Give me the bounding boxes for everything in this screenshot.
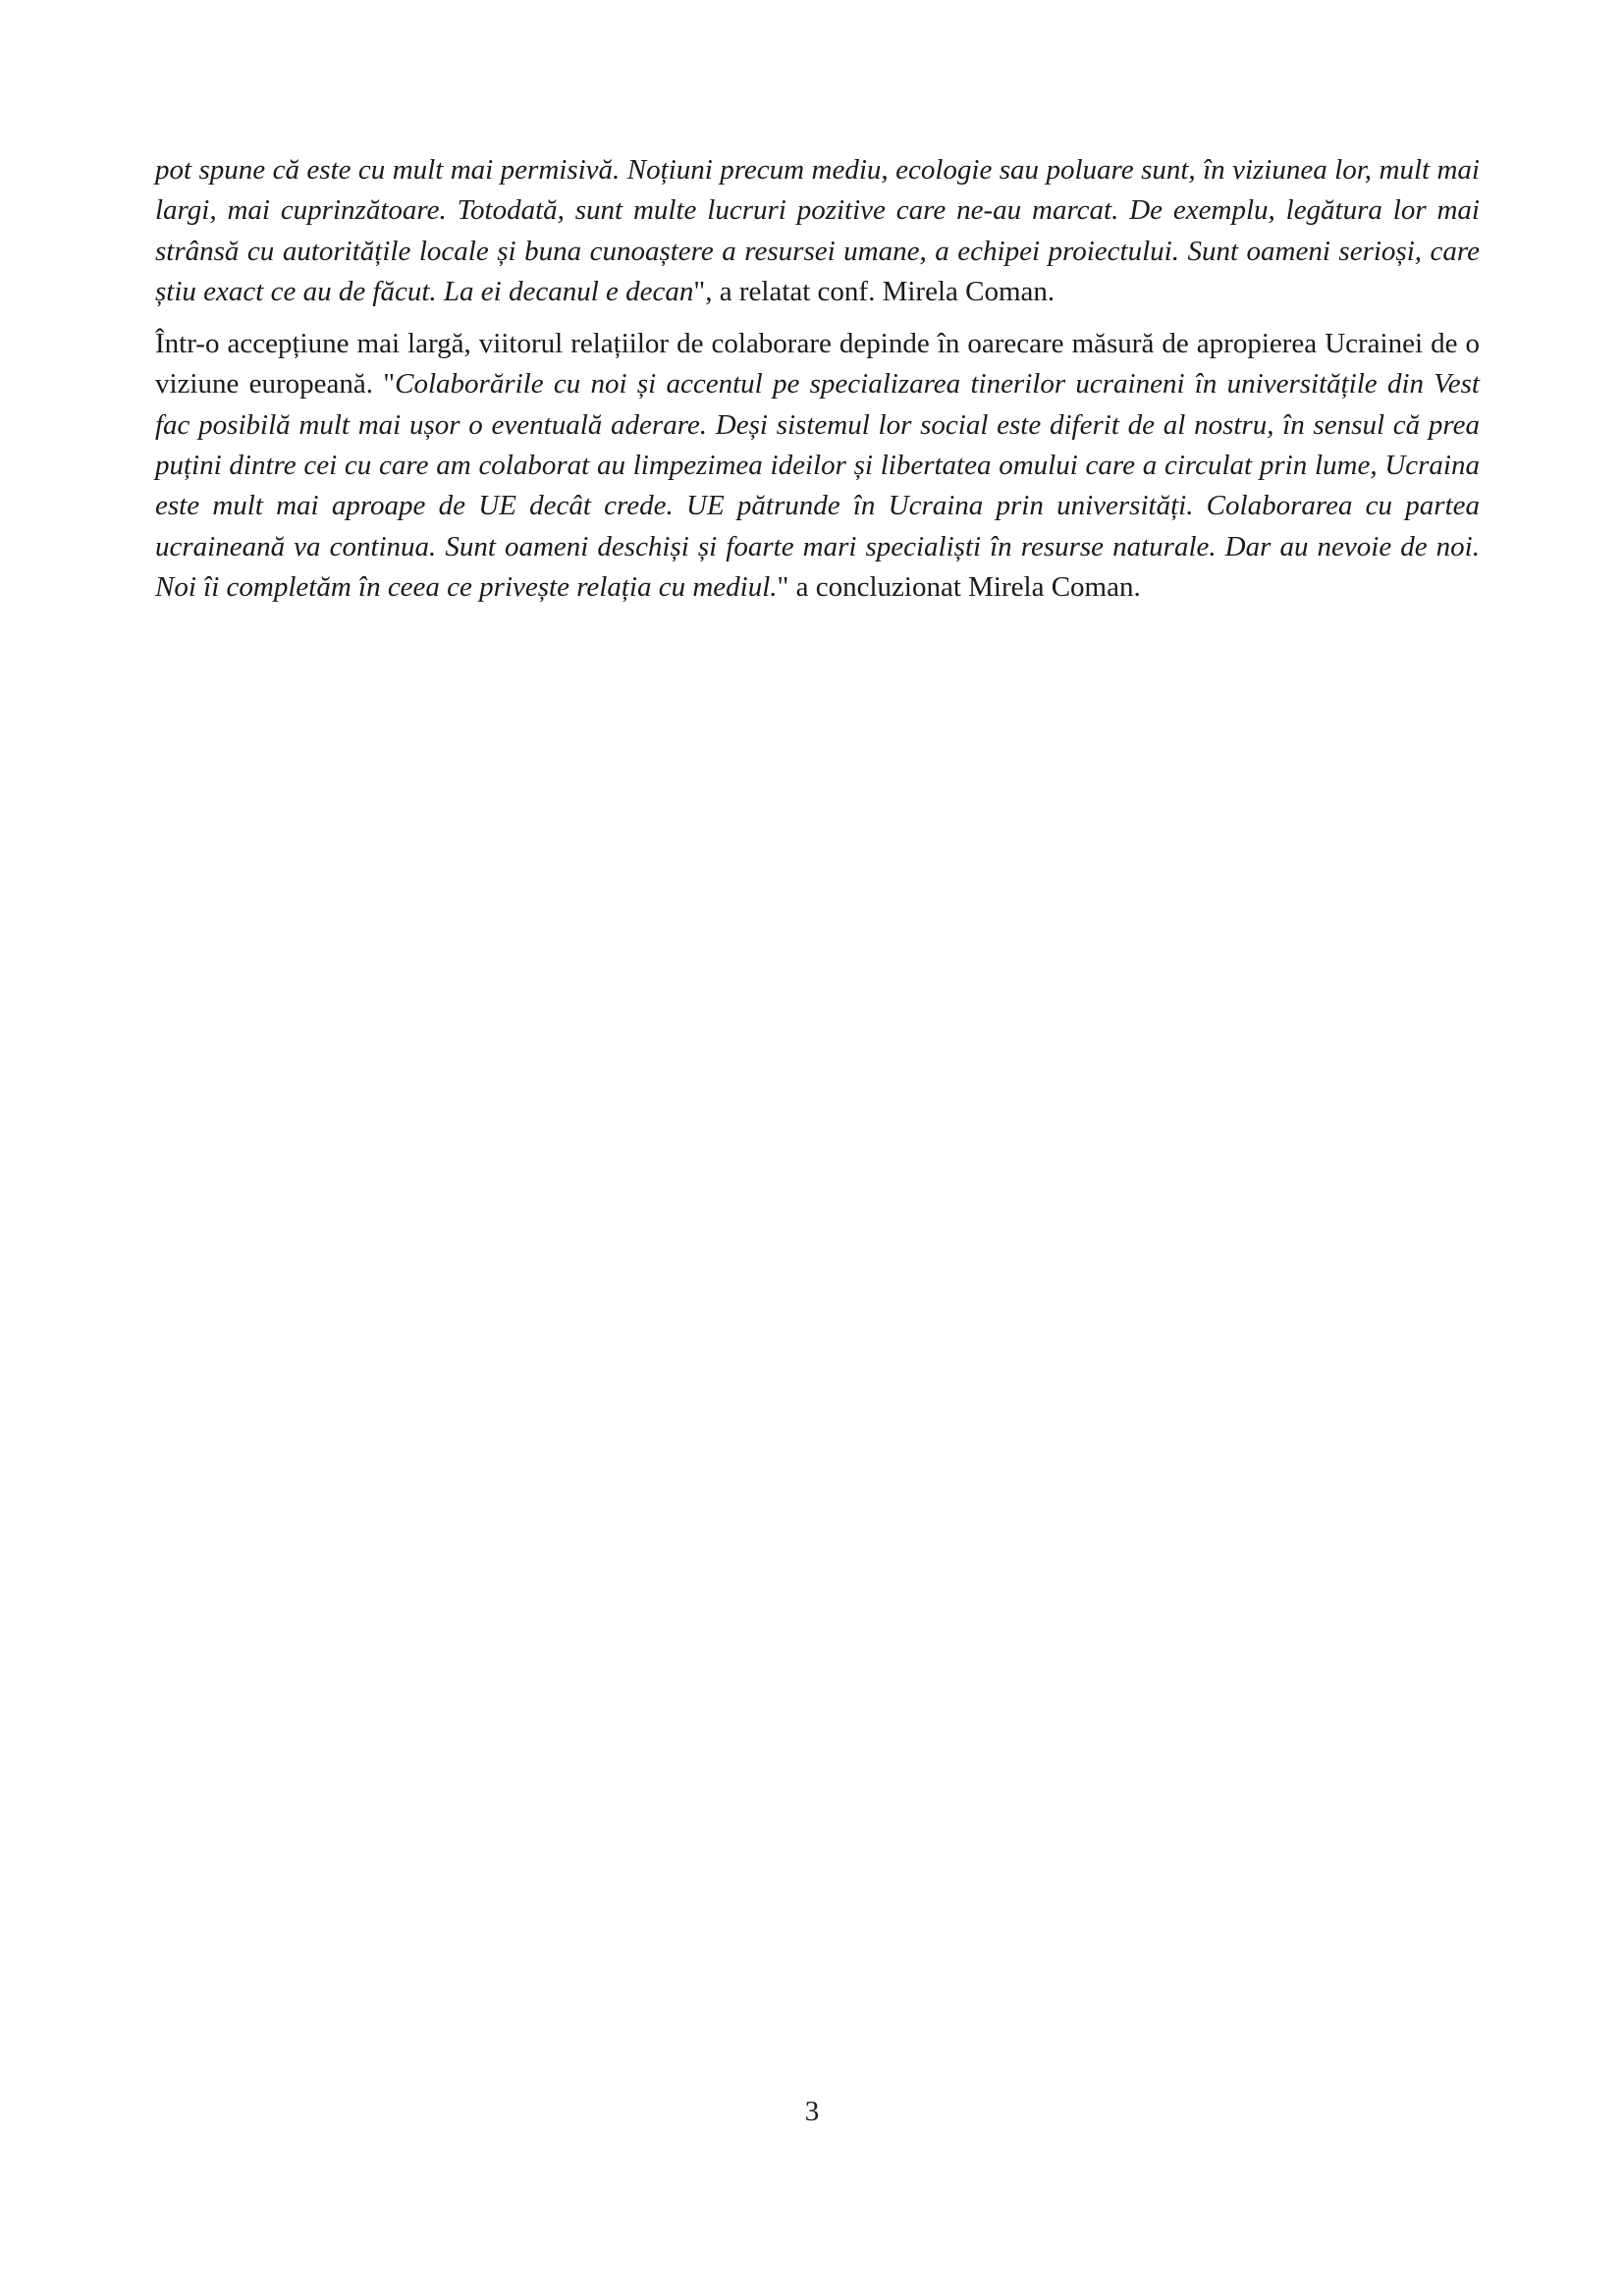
paragraph-2 [155, 324, 1480, 608]
intro-text: Într-o accepțiune mai largă, viitorul relațiilor de colaborare depinde în oarecare măsură de apropierea Ucrainei de o viziune europeană. " [155, 328, 1480, 400]
paragraph-1 [155, 150, 1480, 312]
quote-text: Colaborările cu noi și accentul pe specializarea tinerilor ucraineni în universitățile din Vest fac posibilă mult mai ușor o eventuală aderare. Deși sistemul lor social este diferit de al nostru, în sensul că prea puțini dintre cei cu care am colaborat au limpezimea ideilor și libertatea omului care a circulat prin lume, Ucraina este mult mai aproape de UE decât crede. UE pătrunde în Ucraina prin universități. Colaborarea cu partea ucraineană va continua. Sunt oameni deschiși și foarte mari specialiști în resurse naturale. Dar au nevoie de noi. Noi îi completăm în ceea ce privește relația cu mediul. [155, 368, 1480, 603]
quote-text: pot spune că este cu mult mai permisivă. Noțiuni precum mediu, ecologie sau poluare sunt, în viziunea lor, mult mai largi, mai cuprinzătoare. Totodată, sunt multe lucruri pozitive care ne-au marcat. De exemplu, legătura lor mai strânsă cu autoritățile locale și buna cunoaștere a resursei umane, a echipei proiectului. Sunt oameni serioși, care știu exact ce au de făcut. La ei decanul e decan [155, 154, 1480, 307]
page-number: 3 [804, 2096, 820, 2127]
attribution-text: ", a relatat conf. Mirela Coman. [693, 275, 1056, 307]
attribution-text: " a concluzionat Mirela Coman. [777, 570, 1141, 603]
body-text [155, 150, 1480, 619]
